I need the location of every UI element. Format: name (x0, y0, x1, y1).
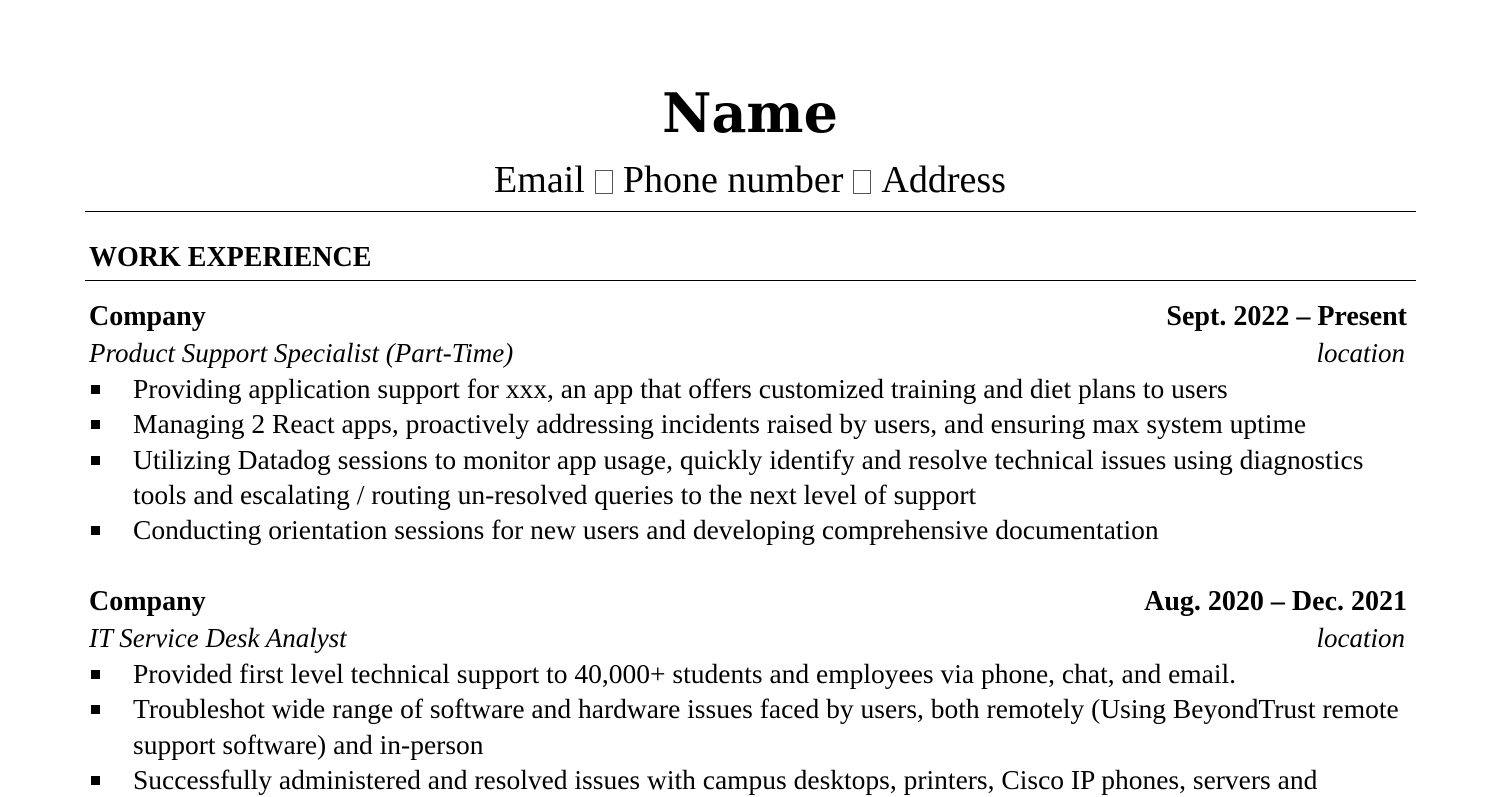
job-dates: Aug. 2020 – Dec. 2021 (1144, 586, 1407, 617)
job-company: Company (89, 301, 206, 332)
square-bullet-icon (91, 456, 100, 465)
bullet-text: Managing 2 React apps, proactively addressing incidents raised by users, and ensuring max system uptime (133, 408, 1307, 440)
job-entry (89, 299, 1407, 547)
bullet-text: Providing application support for xxx, an app that offers customized training and diet plans to users (133, 373, 1228, 404)
job-entry (89, 584, 1407, 797)
bullet-text: Utilizing Datadog sessions to monitor app usage, quickly identify and resolve technical issues using diagnostics tools and escalating / routing un-resolved queries to the next level of support (133, 443, 1364, 510)
list-item (89, 371, 1413, 406)
square-bullet-icon (91, 670, 100, 679)
square-bullet-icon (91, 705, 100, 714)
job-title: Product Support Specialist (Part-Time) (89, 338, 514, 368)
job-company: Company (89, 586, 206, 617)
bullet-text: Successfully administered and resolved issues with campus desktops, printers, Cisco IP phones, servers and (133, 763, 1318, 795)
job-title-row (89, 620, 1407, 656)
job-bullet-list (89, 656, 1407, 797)
list-item (89, 406, 1413, 441)
job-location: location (1316, 338, 1405, 368)
separator-box-icon (853, 170, 871, 194)
list-item (89, 442, 1413, 513)
bullet-text: Troubleshot wide range of software and hardware issues faced by users, both remotely (Using BeyondTrust remote support software) and in-person (133, 693, 1399, 760)
bullet-text: Provided first level technical support to 40,000+ students and employees via phone, chat, and email. (133, 658, 1237, 689)
bullet-text: Conducting orientation sessions for new users and developing comprehensive documentation (133, 514, 1159, 546)
section-title-work-experience: WORK EXPERIENCE (89, 242, 372, 273)
section-divider (85, 280, 1416, 281)
square-bullet-icon (91, 776, 100, 785)
contact-line (0, 157, 1500, 203)
job-header-row (89, 299, 1407, 335)
contact-phone: Phone number (622, 159, 844, 201)
job-dates: Sept. 2022 – Present (1166, 301, 1407, 332)
contact-address: Address (881, 159, 1006, 201)
job-header-row (89, 584, 1407, 620)
candidate-name: Name (662, 81, 838, 145)
job-location: location (1316, 623, 1405, 653)
square-bullet-icon (91, 526, 100, 535)
list-item (89, 762, 1413, 797)
header-divider (85, 211, 1416, 212)
separator-box-icon (595, 170, 613, 194)
square-bullet-icon (91, 420, 100, 429)
list-item (89, 691, 1413, 762)
job-title: IT Service Desk Analyst (89, 623, 347, 653)
list-item (89, 512, 1413, 547)
job-title-row (89, 335, 1407, 371)
list-item (89, 656, 1413, 691)
contact-email: Email (494, 159, 585, 201)
job-bullet-list (89, 371, 1407, 547)
square-bullet-icon (91, 385, 100, 394)
